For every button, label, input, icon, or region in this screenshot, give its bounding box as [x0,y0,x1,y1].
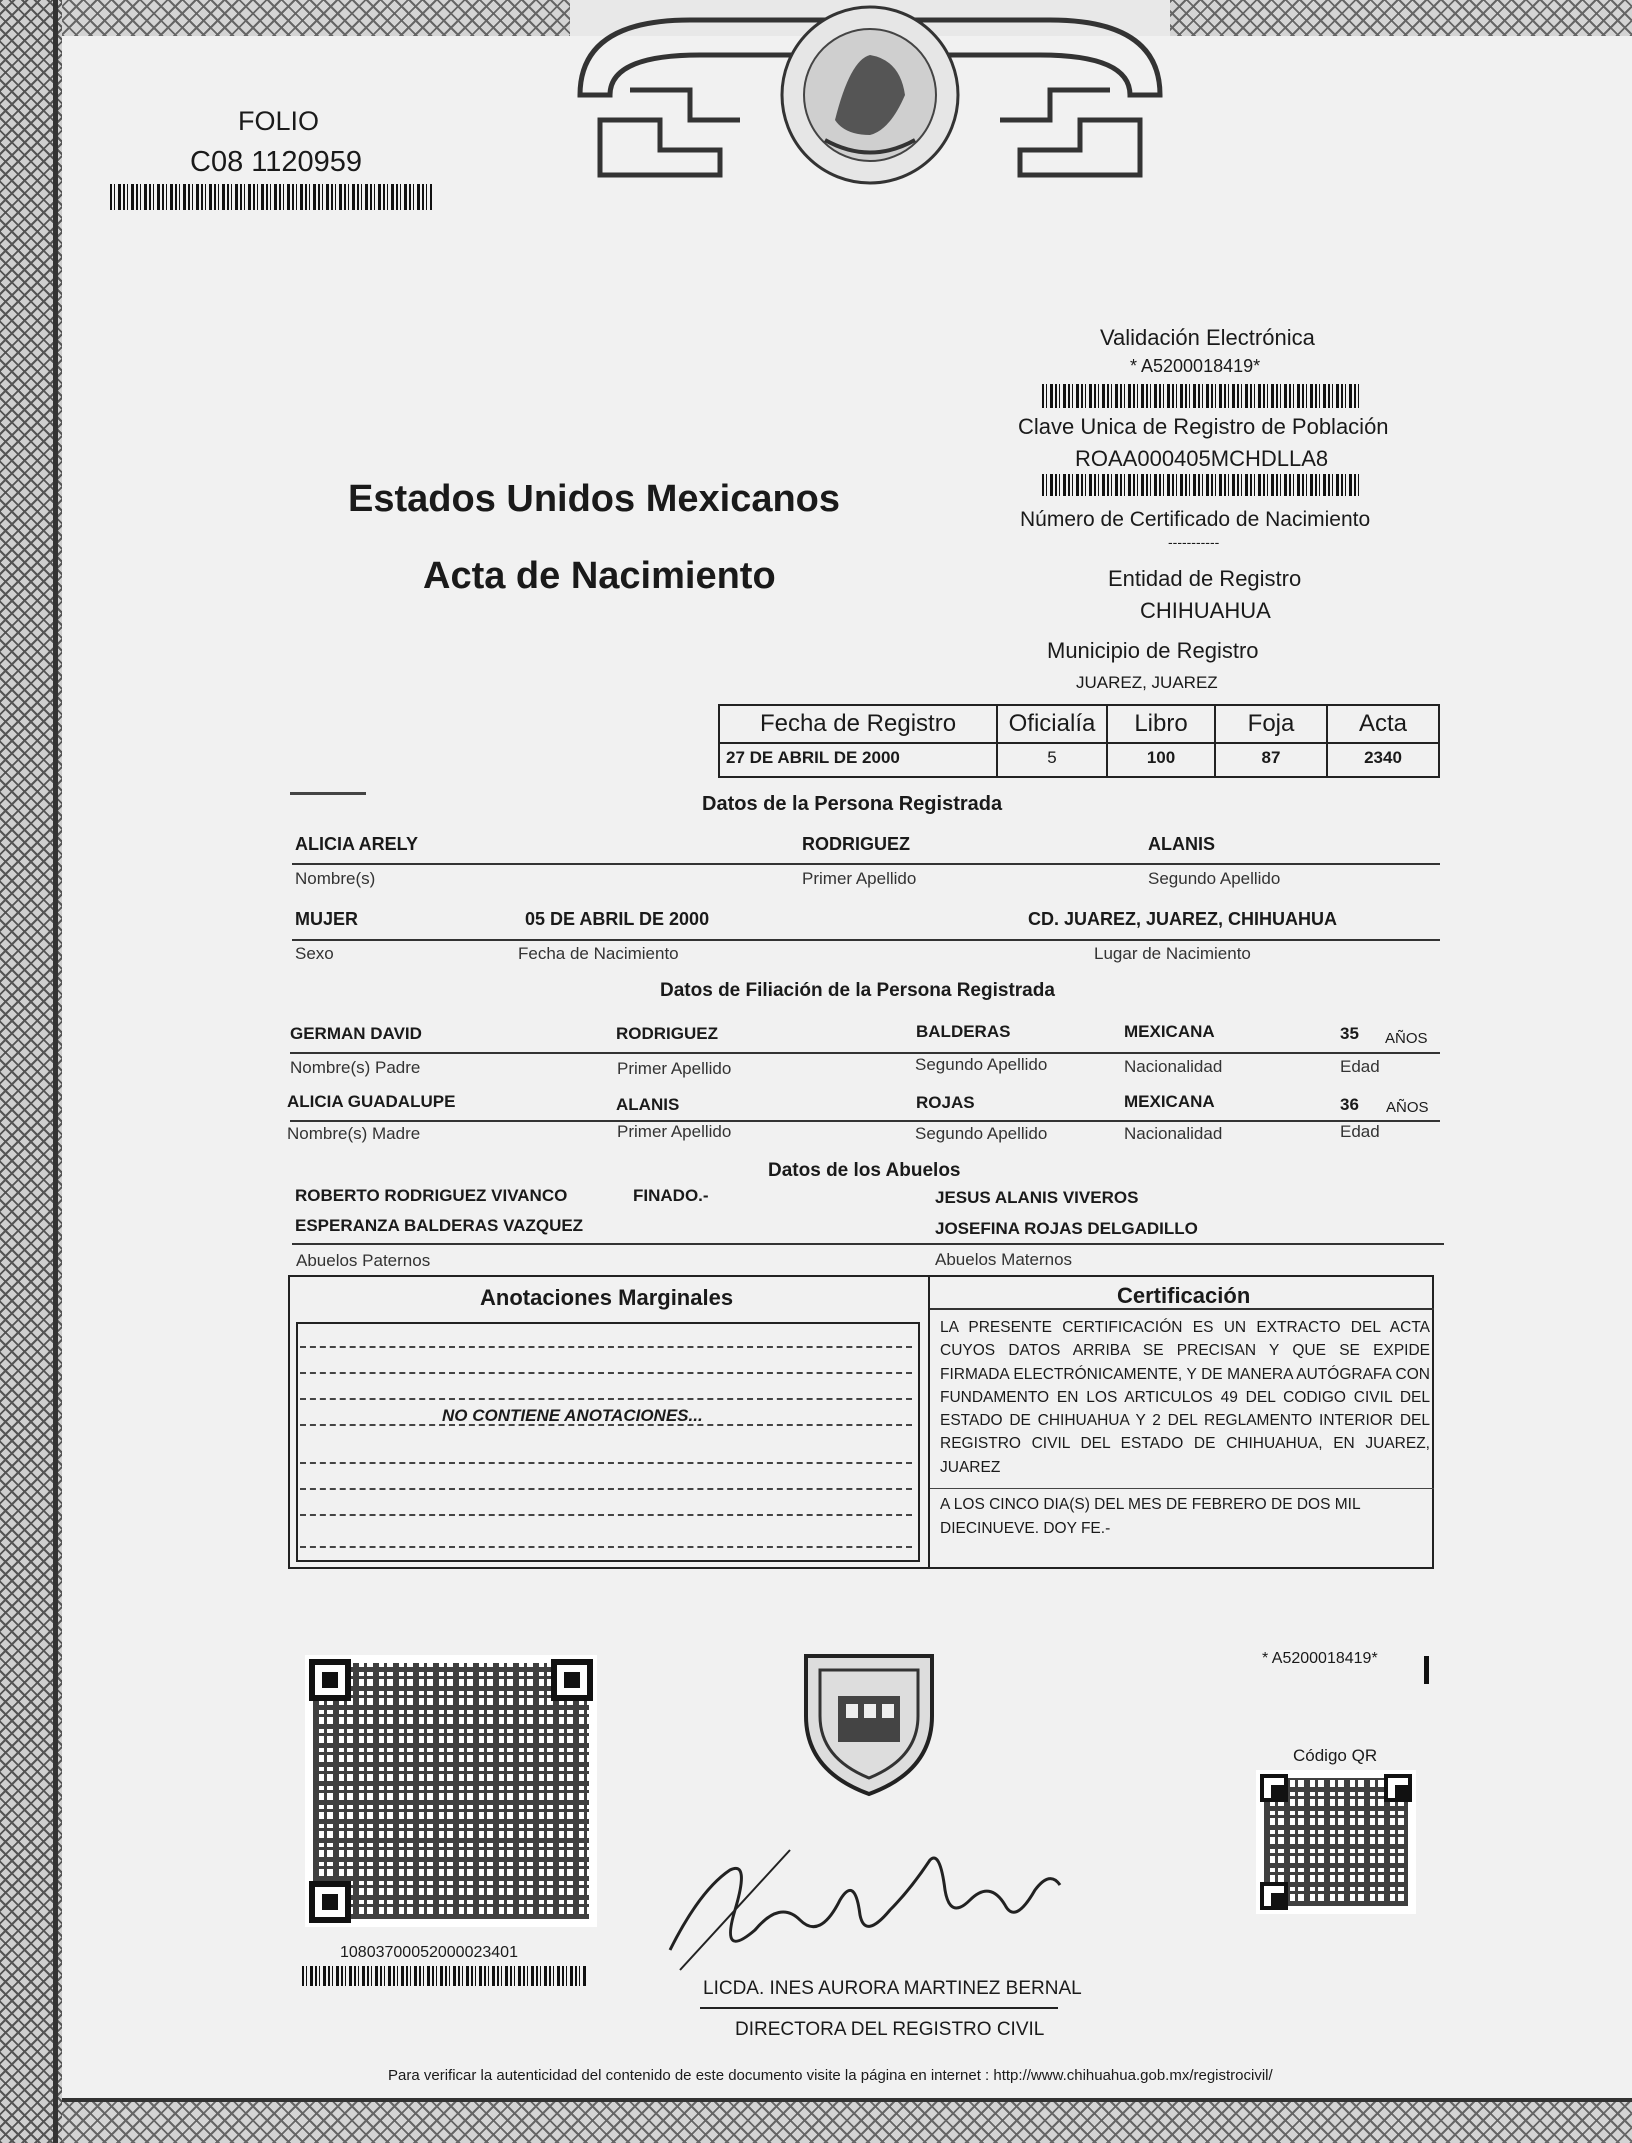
folio-barcode-icon [110,184,432,210]
father-nationality: MEXICANA [1124,1022,1215,1041]
father-surname2-label: Segundo Apellido [915,1055,1048,1074]
registry-value-foja: 87 [1261,748,1281,767]
national-seal-icon [570,0,1170,190]
father-surname1-label: Primer Apellido [617,1059,732,1078]
person-birth-place-label: Lugar de Nacimiento [1094,944,1251,963]
person-section-title: Datos de la Persona Registrada [702,793,1003,815]
mother-surname2-label: Segundo Apellido [915,1124,1048,1143]
paternal-grandparent-1: ROBERTO RODRIGUEZ VIVANCO [295,1186,568,1205]
certification-text: LA PRESENTE CERTIFICACIÓN ES UN EXTRACTO DEL ACTA CUYOS DATOS ARRIBA SE PRECISAN Y QUE SE EXPIDE FIRMADA ELECTRÓNICAMENTE, Y DE MANERA AUTÓGRAFA CON FUNDAMENTO EN LOS ARTICULOS 49 DEL CODIGO CIVIL DEL ESTADO DE CHIHUAHUA Y 2 DEL REGLAMENTO INTERIOR DEL REGISTRO CIVIL DEL ESTADO DE CHIHUAHUA, EN JUAREZ, JUAREZ [940,1319,1430,1476]
entity-label: Entidad de Registro [1108,566,1302,591]
annotations-text: NO CONTIENE ANOTACIONES... [442,1406,703,1425]
registry-header-foja: Foja [1247,710,1295,737]
curp-barcode-icon [1042,474,1362,496]
paternal-grandparents-label: Abuelos Paternos [296,1251,431,1270]
validation-code: * A5200018419* [1130,356,1261,376]
cert-number-label: Número de Certificado de Nacimiento [1020,508,1371,531]
validation-title: Validación Electrónica [1100,325,1315,350]
father-name: GERMAN DAVID [290,1024,422,1043]
mother-age-label: Edad [1340,1122,1380,1141]
maternal-grandparents-label: Abuelos Maternos [935,1250,1073,1269]
registry-header-libro: Libro [1134,710,1188,737]
qr-code-label: Código QR [1293,1746,1378,1765]
grandparents-section-title: Datos de los Abuelos [768,1160,961,1181]
mother-age: 36 [1340,1095,1359,1114]
person-birth-place: CD. JUAREZ, JUAREZ, CHIHUAHUA [1028,909,1338,929]
curp-label: Clave Unica de Registro de Población [1018,414,1389,439]
mother-name: ALICIA GUADALUPE [287,1092,456,1111]
mother-nationality: MEXICANA [1124,1092,1215,1111]
person-sex-label: Sexo [295,944,334,963]
person-surname1-label: Primer Apellido [802,869,917,888]
mother-name-label: Nombre(s) Madre [287,1124,421,1143]
registry-value-oficialia: 5 [1047,748,1057,767]
municipality-value: JUAREZ, JUAREZ [1076,673,1218,692]
person-birth-date: 05 DE ABRIL DE 2000 [525,909,710,929]
registry-table [718,704,1440,778]
folio-number: C08 1120959 [190,146,363,178]
person-sex: MUJER [295,909,359,929]
paternal-grandparent-2: ESPERANZA BALDERAS VAZQUEZ [295,1216,584,1235]
filiation-section-title: Datos de Filiación de la Persona Registrada [660,980,1055,1001]
qr-code-right-icon [1256,1770,1416,1914]
registry-header-date: Fecha de Registro [759,710,957,737]
registry-header-acta: Acta [1358,710,1408,737]
person-name-label: Nombre(s) [295,869,376,888]
registry-value-acta: 2340 [1364,748,1402,767]
qr-number-barcode-icon [302,1966,588,1986]
father-surname2: BALDERAS [916,1022,1011,1041]
person-surname2-label: Segundo Apellido [1148,869,1281,888]
father-nationality-label: Nacionalidad [1124,1057,1223,1076]
registry-header-oficialia: Oficialía [1008,710,1096,737]
paternal-grandparent-1-note: FINADO.- [633,1186,709,1205]
certification-date-1: A LOS CINCO DIA(S) DEL MES DE FEBRERO DE DOS MIL [940,1496,1361,1513]
mother-surname2: ROJAS [916,1093,975,1112]
father-age-unit: AÑOS [1385,1030,1428,1047]
annotations-title: Anotaciones Marginales [480,1285,734,1310]
mother-surname1: ALANIS [616,1095,680,1114]
certification-date-2: DIECINUEVE. DOY FE.- [940,1520,1111,1537]
signer-name: LICDA. INES AURORA MARTINEZ BERNAL [703,1978,1082,1999]
entity-value: CHIHUAHUA [1140,598,1271,623]
mother-surname1-label: Primer Apellido [617,1122,732,1141]
father-age-label: Edad [1340,1057,1380,1076]
footer-validation-code: * A5200018419* [1262,1650,1378,1667]
country-title: Estados Unidos Mexicanos [348,478,841,520]
maternal-grandparent-2: JOSEFINA ROJAS DELGADILLO [935,1219,1198,1238]
verify-text: Para verificar la autenticidad del contenido de este documento visite la página en internet : http://www.chihuahua.gob.mx/registrocivil/ [388,2067,1273,2084]
mother-nationality-label: Nacionalidad [1124,1124,1223,1143]
person-birth-date-label: Fecha de Nacimiento [518,944,679,963]
municipality-label: Municipio de Registro [1047,638,1259,663]
qr-number: 10803700052000023401 [340,1944,518,1961]
maternal-grandparent-1: JESUS ALANIS VIVEROS [935,1188,1139,1207]
signer-title: DIRECTORA DEL REGISTRO CIVIL [735,2019,1045,2040]
father-age: 35 [1340,1024,1359,1043]
father-surname1: RODRIGUEZ [616,1024,718,1043]
registry-value-date: 27 DE ABRIL DE 2000 [726,748,900,767]
person-surname1: RODRIGUEZ [802,834,910,854]
father-name-label: Nombre(s) Padre [290,1058,421,1077]
qr-code-left-icon [305,1655,597,1927]
person-surname2: ALANIS [1148,834,1215,854]
validation-barcode-icon [1042,384,1362,408]
mother-age-unit: AÑOS [1386,1099,1429,1116]
cert-number-value: ----------- [1168,534,1220,550]
civil-registry-emblem-icon [798,1646,940,1798]
registry-value-libro: 100 [1146,748,1176,767]
curp-value: ROAA000405MCHDLLA8 [1075,446,1329,471]
guilloche-border-left [0,0,62,2143]
annotations-box [296,1322,920,1562]
document-title: Acta de Nacimiento [423,555,776,597]
signature-icon [660,1830,1070,1980]
certification-title: Certificación [1117,1283,1251,1308]
person-name: ALICIA ARELY [295,834,419,854]
guilloche-border-bottom [62,2098,1632,2143]
folio-label: FOLIO [238,106,320,136]
